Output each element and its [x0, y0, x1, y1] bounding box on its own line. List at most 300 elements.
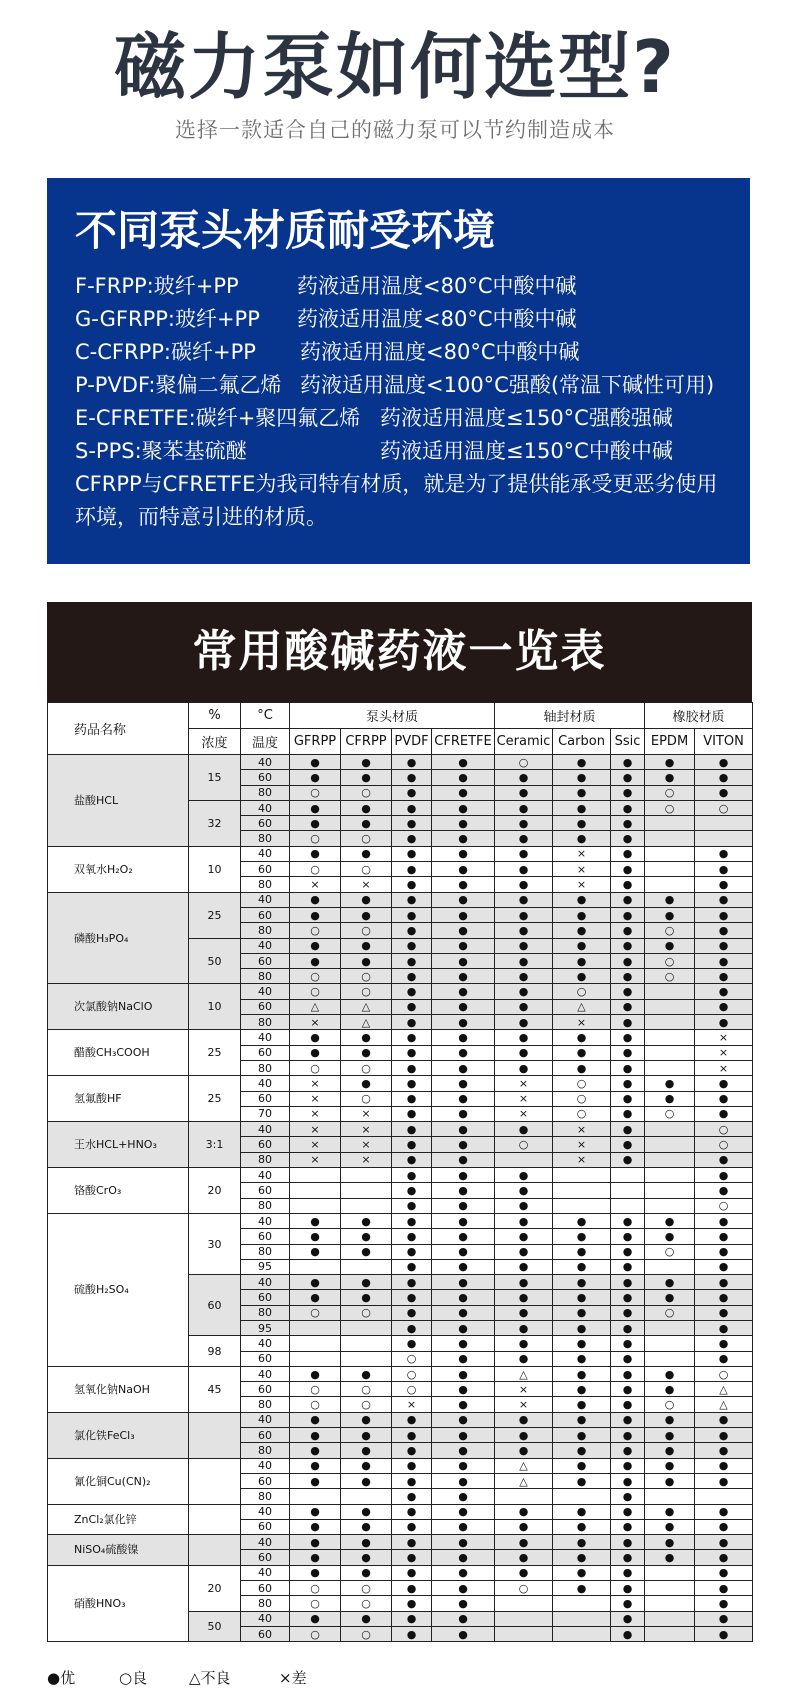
temperature-cell: 40: [241, 1076, 290, 1091]
rating-cell: ●: [432, 999, 495, 1014]
rating-cell: ×: [495, 1397, 553, 1412]
rating-cell: [645, 1611, 695, 1626]
rating-cell: ●: [495, 1015, 553, 1030]
rating-cell: ●: [432, 1060, 495, 1075]
material-name: S-PPS:聚苯基硫醚: [75, 439, 247, 463]
rating-cell: ●: [695, 1611, 753, 1626]
temperature-cell: 40: [241, 1458, 290, 1473]
temperature-cell: 80: [241, 1397, 290, 1412]
rating-cell: ●: [695, 1550, 753, 1565]
rating-cell: ●: [432, 1397, 495, 1412]
temperature-cell: 80: [241, 831, 290, 846]
temperature-cell: 40: [241, 892, 290, 907]
header-material-epdm: EPDM: [645, 729, 695, 755]
rating-cell: ○: [290, 831, 341, 846]
rating-cell: ×: [695, 1060, 753, 1075]
material-env: 药液适用温度<80°C中酸中碱: [297, 307, 577, 331]
rating-cell: ●: [392, 984, 432, 999]
header-temp-unit: °C: [241, 703, 290, 729]
temperature-cell: 40: [241, 1122, 290, 1137]
temperature-cell: 60: [241, 1428, 290, 1443]
rating-cell: ●: [611, 1519, 645, 1534]
rating-cell: ●: [495, 1122, 553, 1137]
chemical-name: 硫酸H₂SO₄: [48, 1213, 189, 1366]
rating-cell: ●: [695, 1412, 753, 1427]
rating-cell: ×: [290, 877, 341, 892]
rating-cell: ●: [611, 1045, 645, 1060]
rating-cell: ●: [611, 831, 645, 846]
rating-cell: ●: [495, 816, 553, 831]
concentration-cell: 45: [189, 1366, 241, 1412]
rating-cell: [645, 1626, 695, 1641]
rating-cell: ●: [392, 770, 432, 785]
rating-cell: [290, 1320, 341, 1335]
rating-cell: ×: [553, 1152, 611, 1167]
temperature-cell: 80: [241, 1443, 290, 1458]
temperature-cell: 60: [241, 1382, 290, 1397]
rating-cell: ●: [392, 969, 432, 984]
rating-cell: ○: [553, 1091, 611, 1106]
temperature-cell: 80: [241, 969, 290, 984]
rating-cell: ●: [645, 1458, 695, 1473]
rating-cell: ●: [341, 1550, 392, 1565]
header-material-pvdf: PVDF: [392, 729, 432, 755]
rating-cell: ●: [695, 1091, 753, 1106]
rating-cell: △: [341, 1015, 392, 1030]
rating-cell: ●: [392, 923, 432, 938]
header-material-ssic: Ssic: [611, 729, 645, 755]
table-row: [48, 1213, 753, 1228]
rating-cell: ●: [495, 984, 553, 999]
chemical-name: 盐酸HCL: [48, 755, 189, 847]
rating-cell: ●: [432, 1030, 495, 1045]
rating-cell: ●: [695, 999, 753, 1014]
material-env: 药液适用温度≤150°C中酸中碱: [380, 439, 673, 463]
rating-cell: ●: [392, 907, 432, 922]
rating-cell: ●: [645, 1550, 695, 1565]
rating-cell: ×: [553, 1015, 611, 1030]
rating-cell: ●: [611, 907, 645, 922]
rating-cell: ●: [611, 800, 645, 815]
rating-cell: ●: [341, 938, 392, 953]
rating-cell: ●: [392, 1305, 432, 1320]
rating-cell: ○: [290, 1397, 341, 1412]
rating-cell: ●: [290, 1473, 341, 1488]
rating-cell: ×: [553, 1137, 611, 1152]
temperature-cell: 40: [241, 1504, 290, 1519]
rating-cell: ●: [392, 1504, 432, 1519]
rating-cell: ●: [695, 755, 753, 770]
rating-cell: ●: [432, 1443, 495, 1458]
table-row: [48, 1565, 753, 1580]
rating-cell: ×: [553, 862, 611, 877]
rating-cell: ●: [432, 1351, 495, 1366]
rating-cell: ●: [611, 1443, 645, 1458]
rating-cell: ●: [695, 1504, 753, 1519]
rating-cell: ●: [611, 923, 645, 938]
rating-cell: ●: [495, 1351, 553, 1366]
rating-cell: ●: [341, 1213, 392, 1228]
rating-cell: ●: [392, 1122, 432, 1137]
rating-cell: ●: [290, 1565, 341, 1580]
rating-cell: ○: [495, 755, 553, 770]
rating-cell: [645, 877, 695, 892]
concentration-cell: [189, 1535, 241, 1566]
rating-cell: ●: [392, 1473, 432, 1488]
rating-cell: ●: [432, 1152, 495, 1167]
rating-cell: ●: [645, 1213, 695, 1228]
concentration-cell: 20: [189, 1168, 241, 1214]
rating-cell: ×: [495, 1106, 553, 1121]
rating-cell: ●: [495, 1244, 553, 1259]
rating-cell: ●: [290, 892, 341, 907]
rating-cell: ●: [432, 1106, 495, 1121]
rating-cell: ●: [611, 1213, 645, 1228]
rating-cell: ●: [611, 892, 645, 907]
rating-cell: ○: [290, 1626, 341, 1641]
rating-cell: ●: [392, 755, 432, 770]
rating-cell: ●: [495, 1198, 553, 1213]
rating-cell: ●: [392, 1443, 432, 1458]
rating-cell: ×: [495, 1382, 553, 1397]
rating-cell: [553, 1626, 611, 1641]
rating-cell: ●: [341, 1443, 392, 1458]
rating-cell: ●: [392, 1259, 432, 1274]
material-row: [75, 435, 673, 465]
rating-cell: ●: [645, 1412, 695, 1427]
chemical-name: 氯化铁FeCl₃: [48, 1412, 189, 1458]
table-row: [48, 846, 753, 861]
rating-cell: ○: [645, 800, 695, 815]
rating-cell: ●: [392, 1030, 432, 1045]
rating-cell: ●: [432, 1275, 495, 1290]
rating-cell: ●: [611, 1336, 645, 1351]
rating-cell: ×: [341, 1152, 392, 1167]
rating-cell: ○: [341, 1397, 392, 1412]
rating-cell: ●: [695, 1183, 753, 1198]
rating-cell: ●: [432, 1137, 495, 1152]
rating-cell: [290, 1168, 341, 1183]
rating-cell: △: [553, 999, 611, 1014]
temperature-cell: 60: [241, 1581, 290, 1596]
concentration-cell: 25: [189, 1076, 241, 1122]
concentration-cell: 50: [189, 1611, 241, 1642]
temperature-cell: 40: [241, 1336, 290, 1351]
temperature-cell: 60: [241, 1183, 290, 1198]
rating-cell: ●: [432, 1428, 495, 1443]
rating-cell: ○: [495, 1137, 553, 1152]
header-material-viton: VITON: [695, 729, 753, 755]
rating-cell: ○: [645, 1244, 695, 1259]
rating-cell: ●: [553, 1412, 611, 1427]
temperature-cell: 95: [241, 1259, 290, 1274]
rating-cell: ●: [695, 907, 753, 922]
rating-cell: ○: [645, 953, 695, 968]
rating-cell: [645, 1015, 695, 1030]
rating-cell: [645, 1581, 695, 1596]
rating-cell: ●: [432, 907, 495, 922]
rating-cell: ●: [611, 1122, 645, 1137]
material-row: [75, 369, 715, 399]
rating-cell: ●: [553, 1229, 611, 1244]
temperature-cell: 80: [241, 785, 290, 800]
rating-cell: ●: [553, 1458, 611, 1473]
rating-cell: ●: [341, 1244, 392, 1259]
rating-cell: ●: [392, 1275, 432, 1290]
rating-cell: ●: [611, 1259, 645, 1274]
temperature-cell: 80: [241, 1305, 290, 1320]
temperature-cell: 40: [241, 1535, 290, 1550]
rating-cell: ●: [695, 969, 753, 984]
rating-cell: ●: [341, 800, 392, 815]
concentration-cell: 10: [189, 846, 241, 892]
rating-cell: ●: [695, 1213, 753, 1228]
rating-cell: ●: [290, 907, 341, 922]
rating-cell: [341, 1183, 392, 1198]
header-rubber-material: 橡胶材质: [645, 703, 753, 729]
rating-cell: [695, 816, 753, 831]
rating-cell: ●: [341, 1504, 392, 1519]
rating-cell: ●: [495, 831, 553, 846]
rating-cell: ○: [341, 1382, 392, 1397]
rating-cell: ●: [392, 1244, 432, 1259]
rating-cell: ●: [611, 999, 645, 1014]
rating-cell: ●: [553, 1259, 611, 1274]
rating-cell: [495, 1152, 553, 1167]
rating-cell: ●: [553, 1060, 611, 1075]
rating-cell: ●: [341, 1473, 392, 1488]
temperature-cell: 80: [241, 1152, 290, 1167]
rating-cell: ●: [695, 1168, 753, 1183]
rating-cell: ●: [695, 1259, 753, 1274]
rating-cell: ●: [341, 1412, 392, 1427]
rating-cell: ○: [341, 1060, 392, 1075]
table-row: [48, 1122, 753, 1137]
rating-cell: ●: [392, 1152, 432, 1167]
rating-cell: ●: [341, 1076, 392, 1091]
rating-cell: ●: [611, 1489, 645, 1504]
rating-cell: ○: [290, 1305, 341, 1320]
rating-cell: ●: [290, 1412, 341, 1427]
rating-cell: ●: [495, 1290, 553, 1305]
rating-cell: ●: [611, 953, 645, 968]
rating-cell: ●: [495, 1565, 553, 1580]
rating-cell: [645, 1198, 695, 1213]
rating-cell: [645, 1183, 695, 1198]
rating-cell: ●: [392, 1535, 432, 1550]
rating-cell: ●: [611, 862, 645, 877]
rating-cell: ×: [290, 1122, 341, 1137]
rating-cell: ×: [290, 1076, 341, 1091]
table-row: [48, 1076, 753, 1091]
rating-cell: ●: [611, 1565, 645, 1580]
rating-cell: [645, 1336, 695, 1351]
header-material-gfrpp: GFRPP: [290, 729, 341, 755]
rating-cell: [645, 862, 695, 877]
concentration-cell: 25: [189, 1030, 241, 1076]
rating-cell: ●: [553, 755, 611, 770]
rating-cell: ●: [392, 1489, 432, 1504]
rating-cell: ●: [392, 1611, 432, 1626]
temperature-cell: 60: [241, 999, 290, 1014]
rating-cell: ●: [392, 1045, 432, 1060]
rating-cell: ●: [432, 1550, 495, 1565]
rating-cell: ●: [553, 923, 611, 938]
rating-cell: ●: [645, 1091, 695, 1106]
material-env: 药液适用温度<80°C中酸中碱: [300, 340, 580, 364]
rating-cell: ●: [495, 1504, 553, 1519]
rating-cell: ●: [290, 1244, 341, 1259]
rating-cell: ○: [495, 1581, 553, 1596]
rating-cell: ●: [432, 785, 495, 800]
rating-cell: △: [495, 1473, 553, 1488]
rating-cell: ●: [392, 862, 432, 877]
temperature-cell: 40: [241, 1611, 290, 1626]
rating-cell: ●: [611, 1626, 645, 1641]
rating-cell: [553, 1611, 611, 1626]
rating-cell: ●: [341, 755, 392, 770]
material-name: F-FRPP:玻纤+PP: [75, 274, 239, 298]
rating-cell: ●: [495, 923, 553, 938]
rating-cell: [495, 1611, 553, 1626]
concentration-cell: [189, 1412, 241, 1458]
rating-cell: ●: [495, 999, 553, 1014]
rating-cell: ○: [341, 923, 392, 938]
rating-cell: ○: [290, 1596, 341, 1611]
rating-cell: [645, 1168, 695, 1183]
rating-cell: ●: [432, 1213, 495, 1228]
rating-cell: ●: [553, 1535, 611, 1550]
rating-cell: ●: [695, 1443, 753, 1458]
rating-cell: ●: [290, 1213, 341, 1228]
rating-cell: [645, 1351, 695, 1366]
rating-cell: ●: [432, 1198, 495, 1213]
rating-cell: ●: [290, 816, 341, 831]
rating-cell: ●: [611, 1535, 645, 1550]
rating-cell: ●: [432, 1596, 495, 1611]
rating-cell: ●: [611, 1397, 645, 1412]
rating-cell: ●: [645, 1229, 695, 1244]
rating-cell: ●: [553, 1443, 611, 1458]
temperature-cell: 80: [241, 1060, 290, 1075]
rating-cell: ●: [392, 1213, 432, 1228]
rating-cell: ●: [432, 1519, 495, 1534]
rating-cell: ●: [495, 1519, 553, 1534]
rating-cell: ●: [341, 892, 392, 907]
rating-cell: ●: [611, 1305, 645, 1320]
rating-cell: [495, 1596, 553, 1611]
rating-cell: ●: [553, 907, 611, 922]
material-name: P-PVDF:聚偏二氟乙烯: [75, 373, 282, 397]
concentration-cell: 60: [189, 1275, 241, 1336]
rating-cell: △: [695, 1397, 753, 1412]
rating-cell: ●: [290, 800, 341, 815]
rating-cell: ●: [553, 1519, 611, 1534]
rating-cell: ●: [695, 770, 753, 785]
rating-cell: ●: [553, 1565, 611, 1580]
concentration-cell: 10: [189, 984, 241, 1030]
rating-cell: [553, 1198, 611, 1213]
rating-cell: ●: [495, 969, 553, 984]
rating-cell: ●: [553, 1382, 611, 1397]
material-env: 药液适用温度<100°C强酸(常温下碱性可用): [300, 373, 715, 397]
rating-cell: ●: [611, 1244, 645, 1259]
rating-cell: ×: [341, 1106, 392, 1121]
rating-cell: ●: [553, 1244, 611, 1259]
rating-cell: ×: [341, 1122, 392, 1137]
rating-cell: ●: [432, 831, 495, 846]
rating-cell: ●: [341, 907, 392, 922]
rating-cell: ●: [695, 892, 753, 907]
rating-cell: ○: [695, 1137, 753, 1152]
rating-cell: ×: [341, 1137, 392, 1152]
rating-cell: ●: [432, 862, 495, 877]
rating-cell: ●: [695, 1152, 753, 1167]
rating-cell: [645, 984, 695, 999]
rating-cell: [553, 1183, 611, 1198]
rating-cell: ●: [432, 1366, 495, 1381]
legend-label: 不良: [200, 1669, 231, 1687]
table-row: [48, 892, 753, 907]
rating-cell: ●: [341, 1519, 392, 1534]
rating-cell: ●: [432, 770, 495, 785]
rating-cell: ●: [341, 1290, 392, 1305]
rating-cell: ●: [553, 938, 611, 953]
rating-cell: ●: [495, 800, 553, 815]
rating-cell: ●: [611, 770, 645, 785]
rating-cell: ●: [432, 923, 495, 938]
rating-cell: ●: [695, 1351, 753, 1366]
rating-cell: ●: [290, 1519, 341, 1534]
rating-cell: ●: [341, 1565, 392, 1580]
rating-cell: ●: [611, 1152, 645, 1167]
rating-cell: [695, 1489, 753, 1504]
rating-cell: ●: [290, 1504, 341, 1519]
rating-cell: ●: [495, 1030, 553, 1045]
chemical-name: ZnCl₂氯化锌: [48, 1504, 189, 1535]
rating-cell: [341, 1351, 392, 1366]
page-subtitle: 选择一款适合自己的磁力泵可以节约制造成本: [175, 118, 615, 142]
rating-cell: ○: [341, 831, 392, 846]
rating-cell: ●: [553, 1473, 611, 1488]
rating-cell: ●: [432, 800, 495, 815]
rating-cell: ●: [392, 1565, 432, 1580]
rating-cell: ●: [432, 1168, 495, 1183]
rating-cell: [495, 1489, 553, 1504]
table-row: [48, 1458, 753, 1473]
rating-cell: ○: [392, 1366, 432, 1381]
rating-cell: [645, 1122, 695, 1137]
rating-cell: ●: [495, 1275, 553, 1290]
temperature-cell: 95: [241, 1320, 290, 1335]
table-row: [48, 1535, 753, 1550]
rating-cell: ●: [432, 1290, 495, 1305]
rating-cell: ●: [695, 1015, 753, 1030]
rating-cell: ●: [611, 877, 645, 892]
rating-cell: [645, 1030, 695, 1045]
rating-cell: [611, 1183, 645, 1198]
chemical-name: 双氧水H₂O₂: [48, 846, 189, 892]
rating-cell: ●: [645, 1366, 695, 1381]
rating-cell: ●: [611, 1320, 645, 1335]
rating-cell: [611, 1168, 645, 1183]
rating-cell: ●: [553, 1320, 611, 1335]
rating-cell: ●: [695, 1626, 753, 1641]
temperature-cell: 80: [241, 1244, 290, 1259]
material-name: C-CFRPP:碳纤+PP: [75, 340, 256, 364]
rating-cell: ●: [432, 1626, 495, 1641]
rating-cell: ●: [611, 1366, 645, 1381]
